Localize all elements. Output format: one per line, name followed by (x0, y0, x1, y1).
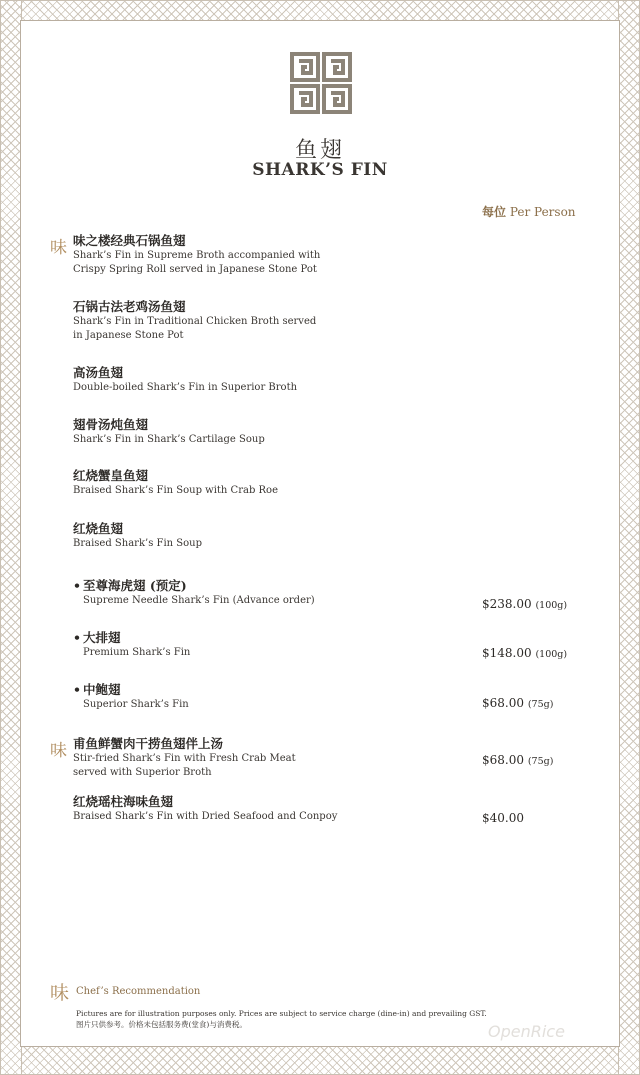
per-person-en: Per Person (509, 205, 576, 219)
item-desc-line1: Stir-fried Shark’s Fin with Fresh Crab Meat (73, 753, 296, 764)
price-value: $40.00 (482, 811, 524, 825)
disclaimer-note (76, 1008, 487, 1030)
item-name-cn: 翅骨汤炖鱼翅 (73, 417, 149, 432)
price-unit: (100g) (535, 600, 568, 611)
menu-item (73, 233, 473, 277)
price-unit: (100g) (535, 649, 568, 660)
menu-item (73, 299, 473, 343)
item-name-cn: 红烧鱼翅 (73, 521, 124, 536)
section-title-cn: 鱼翅 (294, 138, 345, 163)
menu-item (73, 682, 473, 712)
item-desc-line2: served with Superior Broth (73, 767, 212, 778)
item-desc-line1: Supreme Needle Shark’s Fin (Advance order) (83, 595, 315, 606)
item-name-cn: 石锅古法老鸡汤鱼翅 (73, 299, 186, 314)
chef-recommendation-legend-icon: 味 (50, 982, 70, 1004)
item-desc-line1: Superior Shark’s Fin (83, 699, 189, 710)
menu-item (73, 736, 473, 780)
price-value: $238.00 (482, 597, 532, 611)
per-person-header (482, 203, 576, 220)
menu-item (73, 417, 473, 447)
item-name-cn: 味之楼经典石锅鱼翅 (73, 233, 186, 248)
item-desc-line1: Braised Shark’s Fin Soup (73, 538, 202, 549)
item-desc-line1: Shark’s Fin in Traditional Chicken Broth served (73, 316, 317, 327)
item-name-cn: 高汤鱼翅 (73, 365, 124, 380)
disclaimer-en: Pictures are for illustration purposes only. Prices are subject to service charge (dine-in) and prevailing GST. (76, 1009, 487, 1018)
item-price (482, 811, 524, 825)
item-desc-line1: Braised Shark’s Fin Soup with Crab Roe (73, 485, 278, 496)
menu-item (73, 578, 473, 608)
pattern-border-top (0, 0, 640, 22)
price-unit: (75g) (527, 756, 554, 767)
item-price (482, 646, 567, 660)
item-name-cn: • 中鲍翅 (73, 682, 473, 698)
fret-logo-icon (290, 52, 352, 114)
item-desc-line1: Shark’s Fin in Supreme Broth accompanied with (73, 250, 321, 261)
menu-item (73, 794, 473, 824)
item-desc-line2: in Japanese Stone Pot (73, 330, 184, 341)
chef-recommendation-icon: 味 (50, 238, 67, 258)
item-desc-line1: Premium Shark’s Fin (83, 647, 191, 658)
openrice-watermark: OpenRice (488, 1022, 565, 1041)
item-desc-line1: Braised Shark’s Fin with Dried Seafood and Conpoy (73, 811, 338, 822)
item-price (482, 696, 553, 710)
item-desc-line2: Crispy Spring Roll served in Japanese Stone Pot (73, 264, 317, 275)
item-name-cn: 甫鱼鲜蟹肉干捞鱼翅伴上汤 (73, 736, 224, 751)
menu-item (73, 365, 473, 395)
pattern-border-bottom (0, 1045, 640, 1075)
menu-item (73, 521, 473, 551)
price-unit: (75g) (527, 699, 554, 710)
per-person-cn: 每位 (482, 205, 507, 219)
item-name-cn: • 至尊海虎翅 (预定) (73, 578, 473, 594)
item-desc-line1: Double-boiled Shark’s Fin in Superior Broth (73, 382, 298, 393)
price-value: $68.00 (482, 696, 524, 710)
item-name-cn: • 大排翅 (73, 630, 473, 646)
item-price (482, 597, 567, 611)
section-title-en: SHARK’S FIN (252, 160, 388, 180)
menu-item (73, 468, 473, 498)
menu-item (73, 630, 473, 660)
disclaimer-cn: 图片只供参考。价格未包括服务费(堂食)与消费税。 (76, 1020, 247, 1029)
item-desc-line1: Shark’s Fin in Shark’s Cartilage Soup (73, 434, 265, 445)
item-price (482, 753, 553, 767)
price-value: $68.00 (482, 753, 524, 767)
price-value: $148.00 (482, 646, 532, 660)
chef-recommendation-icon: 味 (50, 741, 67, 761)
item-name-cn: 红烧蟹皇鱼翅 (73, 468, 149, 483)
item-name-cn: 红烧瑶柱海味鱼翅 (73, 794, 174, 809)
chef-recommendation-legend: Chef’s Recommendation (76, 986, 201, 997)
